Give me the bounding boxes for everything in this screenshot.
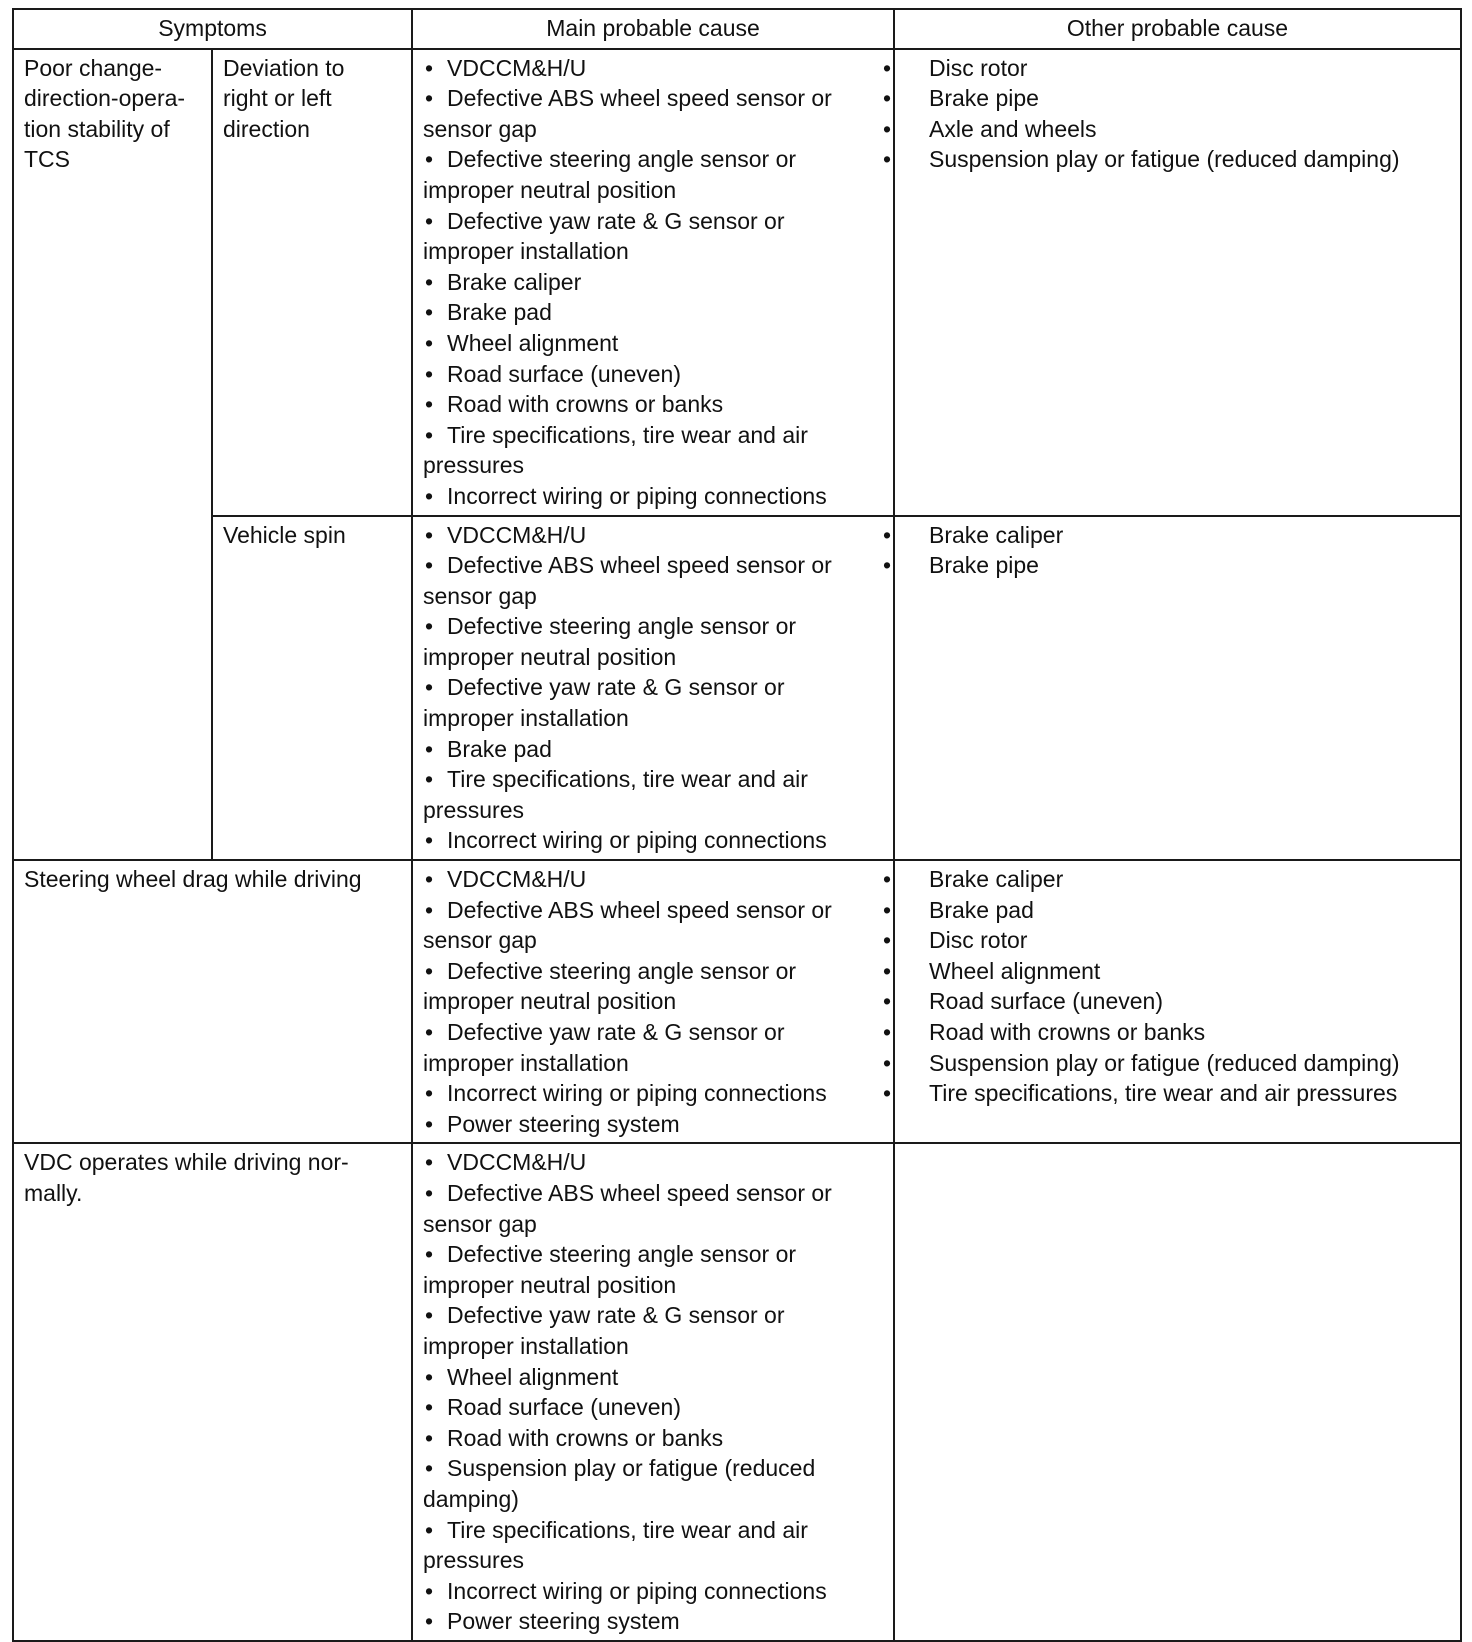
table-row bbox=[13, 49, 1461, 516]
main-cause-item: • Defective steering angle sensor or bbox=[423, 144, 883, 175]
main-cause-cell bbox=[412, 516, 894, 861]
other-cause-item: • Brake pipe bbox=[905, 550, 1450, 581]
table-row bbox=[13, 516, 1461, 861]
symptom-line: Poor change- bbox=[24, 54, 163, 81]
main-cause-item-cont: improper installation bbox=[423, 238, 629, 265]
main-cause-item: • Defective ABS wheel speed sensor or bbox=[423, 1178, 883, 1209]
main-cause-cell bbox=[412, 49, 894, 516]
main-cause-item-cont: improper installation bbox=[423, 705, 629, 732]
main-cause-item: • Power steering system bbox=[423, 1109, 883, 1140]
main-cause-cell bbox=[412, 1143, 894, 1641]
other-cause-item: • Disc rotor bbox=[905, 925, 1450, 956]
main-cause-item: • Tire specifications, tire wear and air bbox=[423, 764, 883, 795]
other-cause-item: • Road surface (uneven) bbox=[905, 986, 1450, 1017]
main-cause-item: • VDCCM&H/U bbox=[423, 53, 883, 84]
symptom-cell bbox=[13, 860, 412, 1143]
main-cause-item: • Tire specifications, tire wear and air bbox=[423, 1515, 883, 1546]
main-cause-item: • Defective yaw rate & G sensor or bbox=[423, 1300, 883, 1331]
symptom-line: direction-opera- bbox=[24, 85, 186, 112]
symptom-cell bbox=[13, 1143, 412, 1641]
main-cause-item: • Wheel alignment bbox=[423, 1362, 883, 1393]
other-cause-item: • Suspension play or fatigue (reduced damping) bbox=[905, 144, 1450, 175]
other-cause-item: • Axle and wheels bbox=[905, 114, 1450, 145]
main-cause-item-cont: damping) bbox=[423, 1485, 519, 1512]
other-cause-item: • Brake pad bbox=[905, 895, 1450, 926]
main-cause-item: • Incorrect wiring or piping connections bbox=[423, 1078, 883, 1109]
main-cause-item: • Incorrect wiring or piping connections bbox=[423, 481, 883, 512]
header-main-cause: Main probable cause bbox=[412, 9, 894, 49]
main-cause-item-cont: improper neutral position bbox=[423, 176, 677, 203]
table-row bbox=[13, 1143, 1461, 1641]
main-cause-item: • Road surface (uneven) bbox=[423, 359, 883, 390]
main-cause-item: • Brake pad bbox=[423, 297, 883, 328]
sub-symptom-line: direction bbox=[223, 115, 310, 142]
other-cause-cell bbox=[894, 1143, 1461, 1641]
main-cause-item-cont: sensor gap bbox=[423, 1210, 537, 1237]
main-cause-item-cont: pressures bbox=[423, 452, 524, 479]
main-cause-cell bbox=[412, 860, 894, 1143]
sub-symptom-cell bbox=[212, 516, 412, 861]
sub-symptom-line: Vehicle spin bbox=[223, 521, 346, 548]
cause-table bbox=[12, 8, 1462, 1642]
other-cause-cell bbox=[894, 49, 1461, 516]
other-cause-item: • Wheel alignment bbox=[905, 956, 1450, 987]
main-cause-item: • Defective steering angle sensor or bbox=[423, 956, 883, 987]
other-cause-item: • Suspension play or fatigue (reduced damping) bbox=[905, 1048, 1450, 1079]
header-row bbox=[13, 9, 1461, 49]
main-cause-item-cont: improper installation bbox=[423, 1332, 629, 1359]
main-cause-item-cont: pressures bbox=[423, 796, 524, 823]
main-cause-item: • Tire specifications, tire wear and air bbox=[423, 420, 883, 451]
other-cause-item: • Brake caliper bbox=[905, 864, 1450, 895]
main-cause-item-cont: improper neutral position bbox=[423, 988, 677, 1015]
main-cause-item: • Wheel alignment bbox=[423, 328, 883, 359]
main-cause-item: • Brake caliper bbox=[423, 267, 883, 298]
sub-symptom-line: Deviation to bbox=[223, 54, 345, 81]
symptom-line: TCS bbox=[24, 146, 70, 173]
main-cause-item-cont: sensor gap bbox=[423, 582, 537, 609]
other-cause-item: • Brake caliper bbox=[905, 520, 1450, 551]
main-cause-item-cont: sensor gap bbox=[423, 927, 537, 954]
other-cause-item: • Road with crowns or banks bbox=[905, 1017, 1450, 1048]
main-cause-item: • Defective steering angle sensor or bbox=[423, 611, 883, 642]
main-cause-item: • Defective ABS wheel speed sensor or bbox=[423, 550, 883, 581]
main-cause-item: • Suspension play or fatigue (reduced bbox=[423, 1453, 883, 1484]
symptom-line: mally. bbox=[24, 1179, 83, 1206]
main-cause-item: • Road surface (uneven) bbox=[423, 1392, 883, 1423]
main-cause-item-cont: sensor gap bbox=[423, 115, 537, 142]
main-cause-item: • Defective yaw rate & G sensor or bbox=[423, 672, 883, 703]
sub-symptom-line: right or left bbox=[223, 85, 332, 112]
other-cause-item: • Disc rotor bbox=[905, 53, 1450, 84]
symptom-line: VDC operates while driving nor- bbox=[24, 1149, 349, 1176]
main-cause-item-cont: improper neutral position bbox=[423, 1271, 677, 1298]
symptom-line: Steering wheel drag while driving bbox=[24, 866, 362, 893]
main-cause-item-cont: pressures bbox=[423, 1547, 524, 1574]
main-cause-item: • Power steering system bbox=[423, 1606, 883, 1637]
main-cause-item: • Defective yaw rate & G sensor or bbox=[423, 1017, 883, 1048]
main-cause-item: • Defective steering angle sensor or bbox=[423, 1239, 883, 1270]
main-cause-item-cont: improper neutral position bbox=[423, 643, 677, 670]
main-cause-item: • VDCCM&H/U bbox=[423, 1147, 883, 1178]
other-cause-item: • Tire specifications, tire wear and air pressures bbox=[905, 1078, 1450, 1109]
main-cause-item-cont: improper installation bbox=[423, 1049, 629, 1076]
symptom-line: tion stability of bbox=[24, 115, 170, 142]
header-other-cause: Other probable cause bbox=[894, 9, 1461, 49]
main-cause-item: • Defective yaw rate & G sensor or bbox=[423, 206, 883, 237]
main-cause-item: • Incorrect wiring or piping connections bbox=[423, 1576, 883, 1607]
main-cause-item: • VDCCM&H/U bbox=[423, 520, 883, 551]
main-cause-item: • Road with crowns or banks bbox=[423, 389, 883, 420]
symptom-cell bbox=[13, 49, 212, 860]
sub-symptom-cell bbox=[212, 49, 412, 516]
main-cause-item: • VDCCM&H/U bbox=[423, 864, 883, 895]
header-symptoms: Symptoms bbox=[13, 9, 412, 49]
main-cause-item: • Brake pad bbox=[423, 734, 883, 765]
table-row bbox=[13, 860, 1461, 1143]
main-cause-item: • Defective ABS wheel speed sensor or bbox=[423, 895, 883, 926]
main-cause-item: • Incorrect wiring or piping connections bbox=[423, 825, 883, 856]
main-cause-item: • Road with crowns or banks bbox=[423, 1423, 883, 1454]
other-cause-cell bbox=[894, 860, 1461, 1143]
other-cause-cell bbox=[894, 516, 1461, 861]
other-cause-item: • Brake pipe bbox=[905, 83, 1450, 114]
main-cause-item: • Defective ABS wheel speed sensor or bbox=[423, 83, 883, 114]
